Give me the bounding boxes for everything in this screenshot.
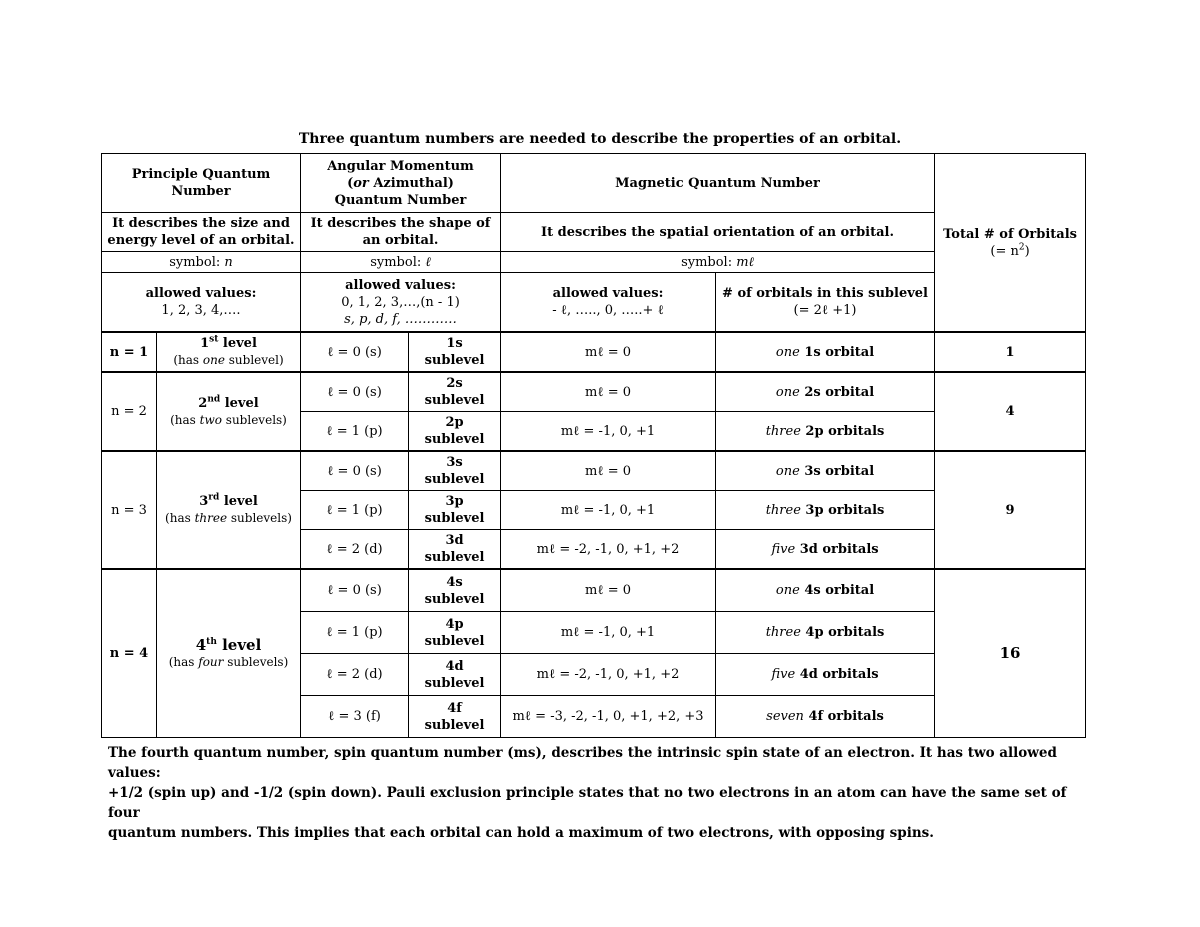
principal-symbol: symbol: n (102, 252, 301, 273)
orbital-count-cell: one 2s orbital (716, 372, 935, 412)
principal-n-cell: n = 4 (102, 569, 157, 738)
total-orbitals-cell: 9 (935, 451, 1086, 569)
magnetic-name-header: Magnetic Quantum Number (501, 154, 935, 213)
principal-n-cell: n = 1 (102, 332, 157, 372)
footer-note: The fourth quantum number, spin quantum number (ms), describes the intrinsic spin state of an electron. It has two allowed values: +1/2 (spin up) and -1/2 (spin down). Pauli exclusion principle states that no two electrons in an atom can have the same set of four quantum numbers. This implies that each orbital can hold a maximum of two electrons, with opposing spins. (108, 745, 1067, 841)
angular-description: It describes the shape of an orbital. (301, 213, 501, 252)
l-value-cell: ℓ = 0 (s) (301, 569, 409, 612)
orbital-count-cell: one 3s orbital (716, 451, 935, 491)
magnetic-description: It describes the spatial orientation of an orbital. (501, 213, 935, 252)
sublevel-cell: 3d sublevel (409, 530, 501, 570)
sublevel-cell: 2p sublevel (409, 412, 501, 452)
orbital-count-cell: three 2p orbitals (716, 412, 935, 452)
ml-values-cell: mℓ = -2, -1, 0, +1, +2 (501, 530, 716, 570)
ml-values-cell: mℓ = -1, 0, +1 (501, 491, 716, 530)
orbital-count-cell: seven 4f orbitals (716, 696, 935, 738)
orbital-count-cell: five 4d orbitals (716, 654, 935, 696)
orbital-count-cell: three 3p orbitals (716, 491, 935, 530)
ml-values-cell: mℓ = 0 (501, 332, 716, 372)
sublevel-cell: 4f sublevel (409, 696, 501, 738)
sublevel-cell: 4p sublevel (409, 612, 501, 654)
orbital-count-cell: three 4p orbitals (716, 612, 935, 654)
magnetic-allowed-values: allowed values: - ℓ, ….., 0, …..+ ℓ (501, 273, 716, 333)
principal-description: It describes the size and energy level of an orbital. (102, 213, 301, 252)
total-orbitals-cell: 4 (935, 372, 1086, 451)
l-value-cell: ℓ = 0 (s) (301, 451, 409, 491)
ml-values-cell: mℓ = -1, 0, +1 (501, 612, 716, 654)
level-cell: 4th level (has four sublevels) (157, 569, 301, 738)
total-orbitals-cell: 16 (935, 569, 1086, 738)
page-title: Three quantum numbers are needed to describe the properties of an orbital. (298, 131, 902, 147)
ml-values-cell: mℓ = -3, -2, -1, 0, +1, +2, +3 (501, 696, 716, 738)
table-row (102, 332, 1086, 372)
quantum-numbers-table (101, 153, 1086, 738)
table-row (102, 372, 1086, 412)
l-value-cell: ℓ = 3 (f) (301, 696, 409, 738)
ml-values-cell: mℓ = -1, 0, +1 (501, 412, 716, 452)
l-value-cell: ℓ = 0 (s) (301, 372, 409, 412)
sublevel-cell: 4d sublevel (409, 654, 501, 696)
ml-values-cell: mℓ = 0 (501, 451, 716, 491)
total-orbitals-cell: 1 (935, 332, 1086, 372)
ml-values-cell: mℓ = -2, -1, 0, +1, +2 (501, 654, 716, 696)
sublevel-cell: 3s sublevel (409, 451, 501, 491)
orbital-count-cell: five 3d orbitals (716, 530, 935, 570)
sublevel-cell: 2s sublevel (409, 372, 501, 412)
sublevel-cell: 3p sublevel (409, 491, 501, 530)
sublevel-cell: 1s sublevel (409, 332, 501, 372)
angular-allowed-values: allowed values: 0, 1, 2, 3,…,(n - 1) s, p, d, f, ………… (301, 273, 501, 333)
table-row (102, 451, 1086, 491)
total-orbitals-header: Total # of Orbitals (= $n^2$) (935, 154, 1086, 333)
magnetic-symbol: symbol: mℓ (501, 252, 935, 273)
l-value-cell: ℓ = 1 (p) (301, 612, 409, 654)
ml-values-cell: mℓ = 0 (501, 569, 716, 612)
angular-name-header: Angular Momentum (or Azimuthal) Quantum Number (301, 154, 501, 213)
l-value-cell: ℓ = 1 (p) (301, 412, 409, 452)
level-cell: 3rd level (has three sublevels) (157, 451, 301, 569)
l-value-cell: ℓ = 2 (d) (301, 530, 409, 570)
orbital-count-cell: one 4s orbital (716, 569, 935, 612)
sublevel-cell: 4s sublevel (409, 569, 501, 612)
table-row (102, 569, 1086, 612)
principal-n-cell: n = 3 (102, 451, 157, 569)
principal-n-cell: n = 2 (102, 372, 157, 451)
orbital-count-cell: one 1s orbital (716, 332, 935, 372)
ml-values-cell: mℓ = 0 (501, 372, 716, 412)
l-value-cell: ℓ = 0 (s) (301, 332, 409, 372)
orbitals-per-sublevel-header: # of orbitals in this sublevel (= 2ℓ +1) (716, 273, 935, 333)
l-value-cell: ℓ = 2 (d) (301, 654, 409, 696)
level-cell: 1st level (has one sublevel) (157, 332, 301, 372)
principal-allowed-values: allowed values: 1, 2, 3, 4,…. (102, 273, 301, 333)
principal-name-header: Principle Quantum Number (102, 154, 301, 213)
l-value-cell: ℓ = 1 (p) (301, 491, 409, 530)
angular-symbol: symbol: ℓ (301, 252, 501, 273)
level-cell: 2nd level (has two sublevels) (157, 372, 301, 451)
